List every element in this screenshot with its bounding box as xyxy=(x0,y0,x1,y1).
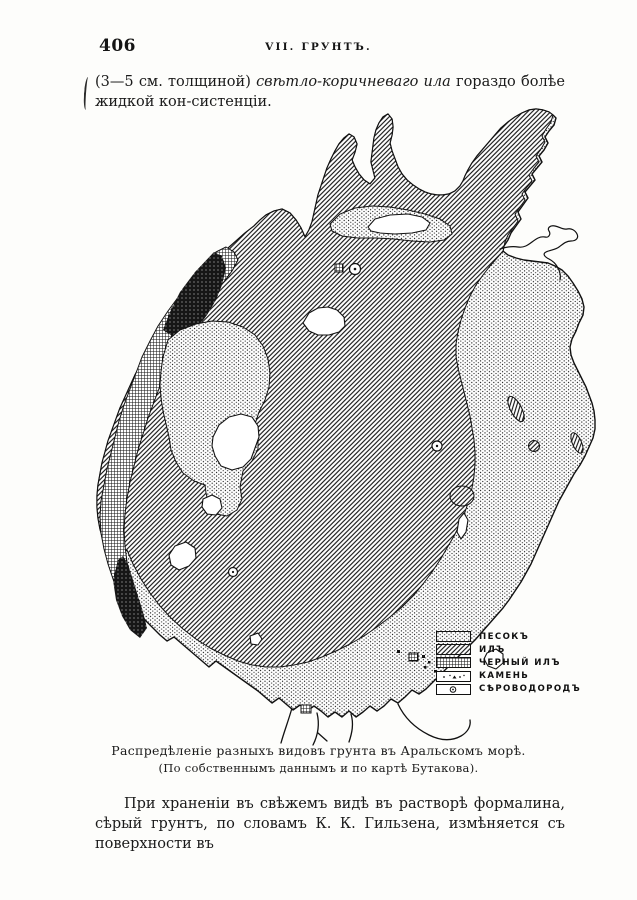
figure-caption-line1: Распредѣленіе разныхъ видовъ грунта въ Аральскомъ морѣ. xyxy=(111,743,526,758)
circle-dot-swatch-icon xyxy=(436,684,471,695)
paragraph-top-part2: гораздо болѣе жидкой кон-​систенціи. xyxy=(95,74,565,110)
legend-item-black-silt xyxy=(436,656,581,669)
legend-label: ЧЕРНЫЙ ИЛЪ xyxy=(479,657,561,668)
sand-stipple-swatch-icon xyxy=(436,631,471,642)
legend-label: КАМЕНЬ xyxy=(479,671,530,682)
legend-label: ПЕСОКЪ xyxy=(479,631,530,642)
stone-dots-swatch-icon xyxy=(436,671,471,682)
island xyxy=(202,495,222,515)
paragraph-bottom: При храненіи въ свѣжемъ видѣ въ растворѣ формалина, сѣрый грунтъ, по словамъ К. К. Гильзена, измѣняется съ поверхности въ xyxy=(95,796,565,852)
paragraph-top-part1: (3—5 см. толщиной) xyxy=(95,74,257,90)
legend-item-silt xyxy=(436,643,581,656)
chapter-running-header: VII. ГРУНТЪ. xyxy=(265,41,372,53)
paragraph-top-italic: свѣтло-коричневаго ила xyxy=(256,74,451,90)
figure-caption xyxy=(0,743,637,775)
legend-item-hydrogen-sulfide xyxy=(436,683,581,696)
legend-label: СѢРОВОДОРОДЪ xyxy=(479,684,582,695)
legend-item-stone xyxy=(436,670,581,683)
cross-hatch-swatch-icon xyxy=(436,657,471,668)
diagonal-hatch-swatch-icon xyxy=(436,644,471,655)
legend-label: ИЛЪ xyxy=(479,644,506,655)
page-number: 406 xyxy=(99,36,136,56)
map-legend xyxy=(436,630,581,696)
legend-item-sand xyxy=(436,630,581,643)
figure-caption-line2: (По собственнымъ даннымъ и по картѣ Бутакова). xyxy=(158,761,479,775)
